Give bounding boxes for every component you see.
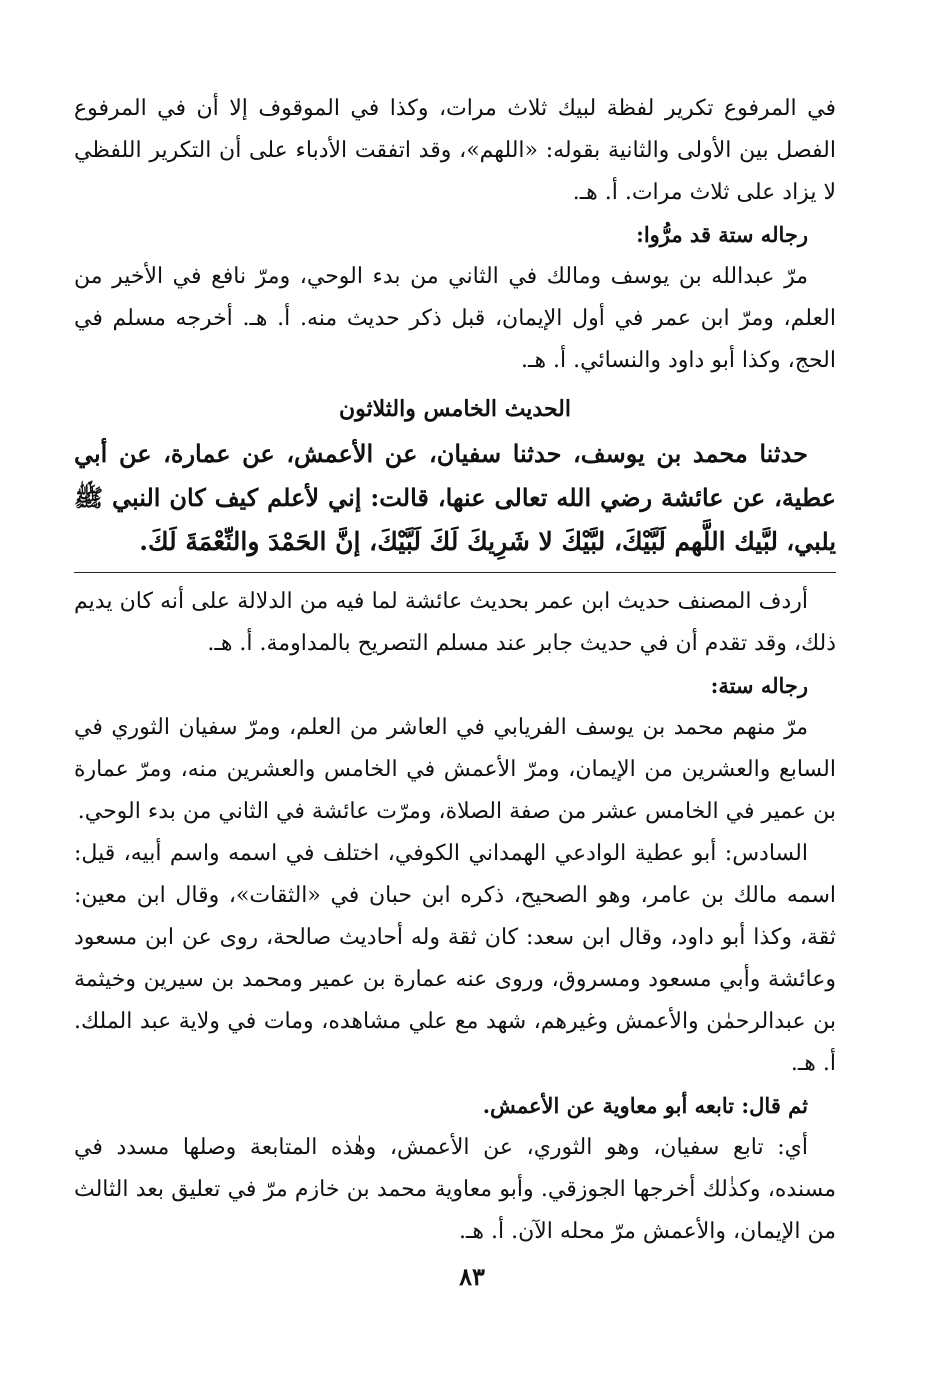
narrator-sixth-paragraph: السادس: أبو عطية الوادعي الهمداني الكوفي، اختلف في اسمه واسم أبيه، قيل: اسمه مالك بن عامر، وهو الصحيح، ذكره ابن حبان في «الثقات»، وقال ابن معين: ثقة، وكذا أبو داود، وقال ابن سعد: كان ثقة وله أحاديث صالحة، روى عن ابن مسعود وعائشة وأبي مسعود ومسروق، وروى عنه عمارة بن عمير ومحمد بن سيرين وخيثمة بن عبدالرحمٰن والأعمش وغيرهم، شهد مع علي مشاهده، ومات في ولاية عبد الملك. أ. هـ. [74, 841, 836, 1076]
rijal-heading-1: رجاله ستة قد مرُّوا: [636, 222, 808, 247]
hadith-isnad: حدثنا محمد بن يوسف، حدثنا سفيان، عن الأعمش، عن عمارة، عن أبي عطية، عن عائشة رضي الله تعالى عنها، قالت: إني لأعلم كيف كان النبي ﷺ يلبي، [74, 439, 836, 556]
tabaahu-paragraph: أي: تابع سفيان، وهو الثوري، عن الأعمش، وهٰذه المتابعة وصلها مسدد في مسنده، وكذٰلك أخرجها الجوزقي. وأبو معاوية محمد بن خازم مرّ في تعليق بعد الثالث من الإيمان، والأعمش مرّ محله الآن. أ. هـ. [74, 1135, 836, 1244]
rijal-paragraph-2: مرّ منهم محمد بن يوسف الفريابي في العاشر من العلم، ومرّ سفيان الثوري في السابع والعشرين من الإيمان، ومرّ الأعمش في الخامس والعشرين منه، ومرّ عمارة بن عمير في الخامس عشر من صفة الصلاة، ومرّت عائشة في الثاني من بدء الوحي. [74, 715, 836, 824]
section-title-hadith-35: الحديث الخامس والثلاثون [338, 396, 571, 422]
hadith-talbiya: لبَّيك اللَّهم لَبَّيْكَ، لبَّيْكَ لا شَرِيكَ لَكَ لَبَّيْكَ، إنَّ الحَمْدَ والنِّعْمَةَ لَكَ. [139, 527, 779, 556]
opening-paragraph: في المرفوع تكرير لفظة لبيك ثلاث مرات، وكذا في الموقوف إلا أن في المرفوع الفصل بين الأولى والثانية بقوله: «اللهم»، وقد اتفقت الأدباء على أن التكرير اللفظي لا يزاد على ثلاث مرات. أ. هـ. [74, 96, 836, 205]
page-number: ٨٣ [459, 1262, 485, 1291]
rijal-paragraph-1: مرّ عبدالله بن يوسف ومالك في الثاني من بدء الوحي، ومرّ نافع في الأخير من العلم، ومرّ ابن عمر في أول الإيمان، قبل ذكر حديث منه. أ. هـ. أخرجه مسلم في الحج، وكذا أبو داود والنسائي. أ. هـ. [74, 264, 836, 373]
separator-rule [74, 572, 836, 573]
hadith-text [74, 432, 836, 564]
tabaahu-heading: ثم قال: تابعه أبو معاوية عن الأعمش. [482, 1093, 808, 1118]
page-body [74, 88, 836, 1253]
rijal-heading-2: رجاله ستة: [710, 673, 808, 698]
commentary-paragraph: أردف المصنف حديث ابن عمر بحديث عائشة لما فيه من الدلالة على أنه كان يديم ذلك، وقد تقدم أن في حديث جابر عند مسلم التصريح بالمداومة. أ. هـ. [74, 589, 836, 656]
